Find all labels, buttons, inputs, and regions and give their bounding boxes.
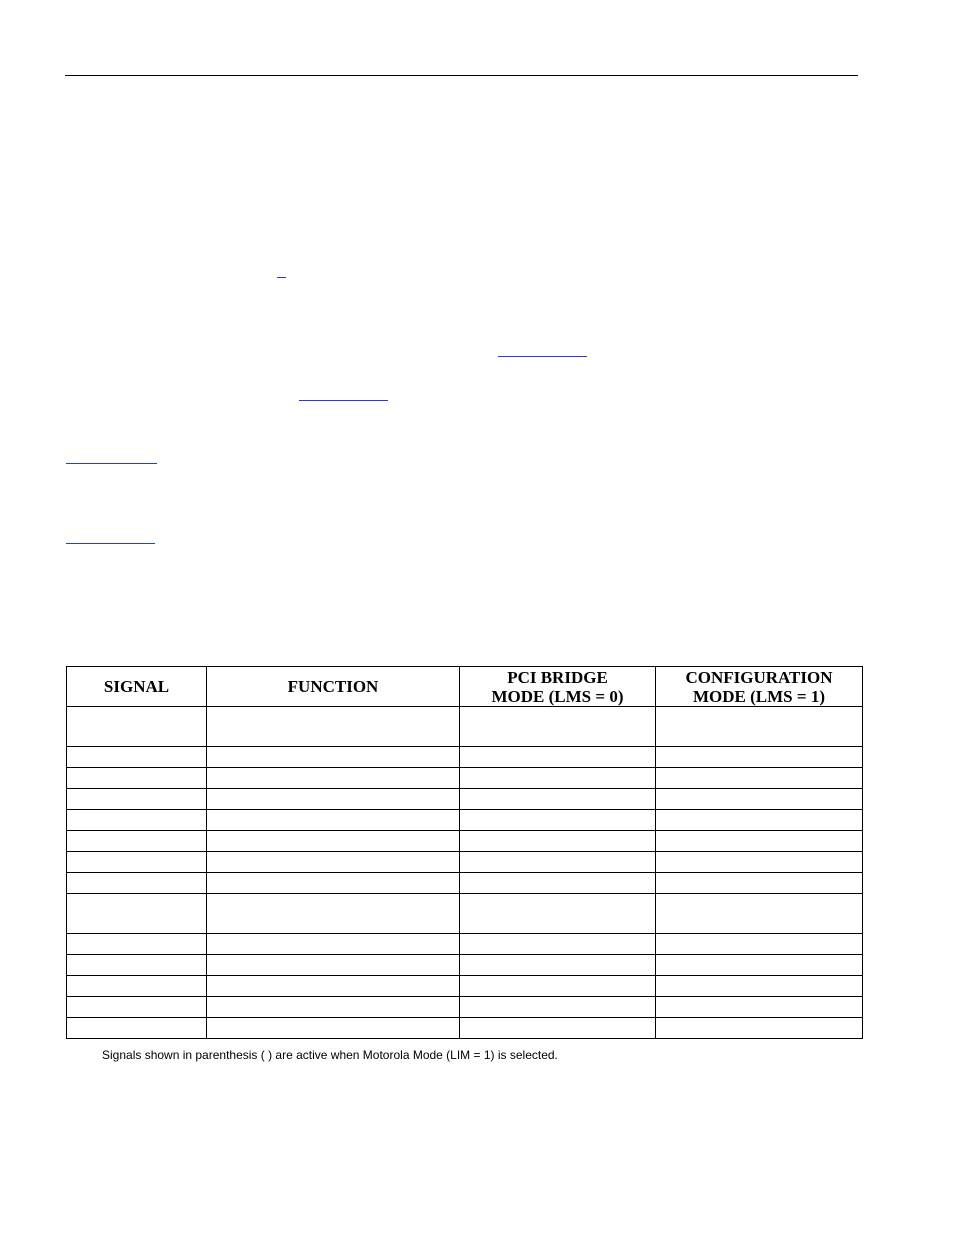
cell-signal — [67, 831, 207, 852]
table-row — [67, 955, 863, 976]
cell-pci-mode — [460, 934, 656, 955]
signal-table — [66, 666, 863, 1039]
header-rule — [65, 75, 858, 76]
cell-pci-mode — [460, 976, 656, 997]
table-row — [67, 789, 863, 810]
cell-signal — [67, 934, 207, 955]
cell-pci-mode — [460, 955, 656, 976]
cell-function — [207, 789, 460, 810]
cell-signal — [67, 873, 207, 894]
cell-signal — [67, 1018, 207, 1039]
cell-signal — [67, 894, 207, 934]
table-row — [67, 831, 863, 852]
cell-config-mode — [656, 955, 863, 976]
cell-function — [207, 707, 460, 747]
cell-pci-mode — [460, 1018, 656, 1039]
cell-config-mode — [656, 873, 863, 894]
cell-pci-mode — [460, 997, 656, 1018]
cell-function — [207, 831, 460, 852]
cell-signal — [67, 768, 207, 789]
cell-pci-mode — [460, 831, 656, 852]
cell-config-mode — [656, 852, 863, 873]
header-function: FUNCTION — [207, 667, 460, 707]
cell-pci-mode — [460, 852, 656, 873]
cell-config-mode — [656, 810, 863, 831]
cell-config-mode — [656, 976, 863, 997]
cell-config-mode — [656, 934, 863, 955]
cell-function — [207, 768, 460, 789]
cell-pci-mode — [460, 768, 656, 789]
table-row — [67, 852, 863, 873]
table-row — [67, 997, 863, 1018]
cell-function — [207, 873, 460, 894]
cell-function — [207, 955, 460, 976]
cell-config-mode — [656, 789, 863, 810]
cell-pci-mode — [460, 789, 656, 810]
table-header-row — [67, 667, 863, 707]
cell-config-mode — [656, 707, 863, 747]
cell-function — [207, 747, 460, 768]
cell-pci-mode — [460, 810, 656, 831]
cell-config-mode — [656, 831, 863, 852]
table-row — [67, 894, 863, 934]
cell-config-mode — [656, 747, 863, 768]
header-signal: SIGNAL — [67, 667, 207, 707]
header-configuration-mode: CONFIGURATION MODE (LMS = 1) — [656, 667, 863, 707]
cell-config-mode — [656, 894, 863, 934]
hyperlink-underline[interactable] — [66, 463, 157, 464]
hyperlink-underline[interactable] — [277, 277, 286, 278]
cell-signal — [67, 789, 207, 810]
hyperlink-underline[interactable] — [498, 356, 587, 357]
cell-config-mode — [656, 997, 863, 1018]
table-row — [67, 768, 863, 789]
hyperlink-underline[interactable] — [66, 543, 155, 544]
cell-signal — [67, 955, 207, 976]
cell-function — [207, 934, 460, 955]
cell-function — [207, 997, 460, 1018]
cell-pci-mode — [460, 747, 656, 768]
cell-pci-mode — [460, 873, 656, 894]
cell-signal — [67, 852, 207, 873]
cell-pci-mode — [460, 707, 656, 747]
cell-signal — [67, 707, 207, 747]
hyperlink-underline[interactable] — [299, 400, 388, 401]
cell-config-mode — [656, 1018, 863, 1039]
cell-function — [207, 976, 460, 997]
table-row — [67, 934, 863, 955]
table-row — [67, 810, 863, 831]
cell-signal — [67, 747, 207, 768]
cell-function — [207, 1018, 460, 1039]
cell-function — [207, 810, 460, 831]
table-row — [67, 1018, 863, 1039]
cell-signal — [67, 997, 207, 1018]
table-row — [67, 976, 863, 997]
cell-config-mode — [656, 768, 863, 789]
cell-signal — [67, 810, 207, 831]
table-row — [67, 707, 863, 747]
header-pci-bridge-mode: PCI BRIDGE MODE (LMS = 0) — [460, 667, 656, 707]
table-row — [67, 873, 863, 894]
cell-function — [207, 852, 460, 873]
cell-function — [207, 894, 460, 934]
cell-pci-mode — [460, 894, 656, 934]
table-footnote: Signals shown in parenthesis ( ) are active when Motorola Mode (LIM = 1) is selected. — [102, 1048, 558, 1062]
cell-signal — [67, 976, 207, 997]
table-row — [67, 747, 863, 768]
